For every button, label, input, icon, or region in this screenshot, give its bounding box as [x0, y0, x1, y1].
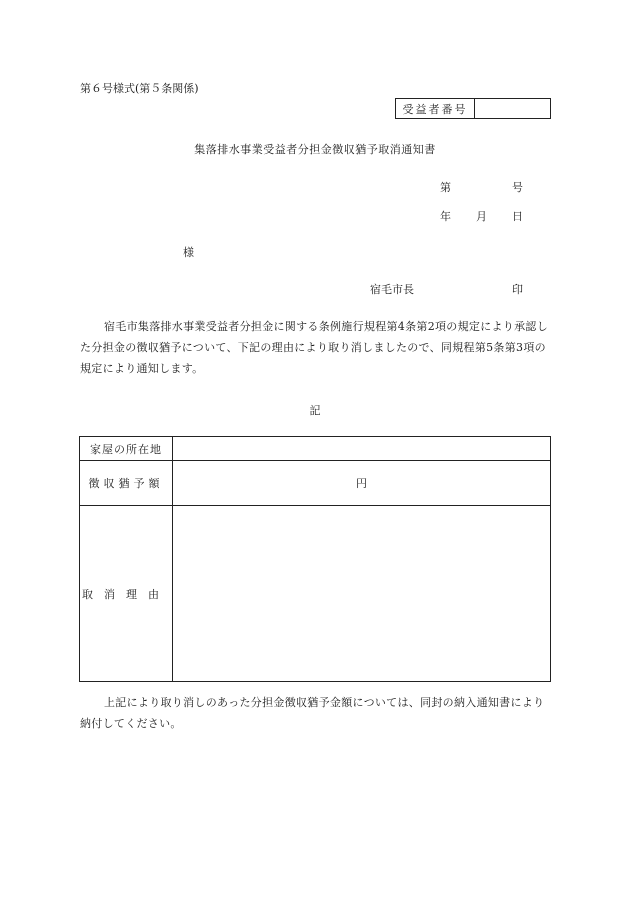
address-label: 家屋の所在地 [80, 437, 173, 461]
seal-mark: 印 [512, 283, 523, 296]
reason-label: 取消理由 [80, 506, 173, 682]
issuer-title: 宿毛市長 [370, 283, 414, 296]
date-year-label: 年 [440, 210, 451, 223]
address-value [173, 437, 551, 461]
table-row-amount [80, 461, 551, 506]
recipient-number-label: 受益者番号 [396, 99, 475, 118]
table-row-reason [80, 506, 551, 682]
form-number: 第６号様式(第５条関係) [80, 82, 199, 95]
document-title: 集落排水事業受益者分担金徴収猶予取消通知書 [194, 143, 436, 156]
amount-unit: 円 [173, 461, 551, 506]
date-month-label: 月 [476, 210, 487, 223]
footer-note: 上記により取り消しのあった分担金徴収猶予金額については、同封の納入通知書により納付してください。 [80, 696, 545, 730]
amount-label: 徴収猶予額 [80, 461, 173, 506]
reason-value [173, 506, 551, 682]
date-day-label: 日 [512, 210, 523, 223]
document-number-prefix: 第 [440, 181, 451, 194]
table-row-address [80, 437, 551, 461]
addressee-honorific: 様 [183, 246, 194, 259]
recipient-number-value [475, 99, 550, 118]
notice-details-table [79, 436, 551, 682]
document-number-suffix: 号 [512, 181, 523, 194]
ki-heading: 記 [309, 404, 321, 417]
notice-body-text: 宿毛市集落排水事業受益者分担金に関する条例施行規程第4条第2項の規定により承認した分担金の徴収猶予について、下記の理由により取り消しましたので、同規程第5条第3項の規定により通知します。 [80, 320, 548, 375]
recipient-number-box [395, 98, 551, 119]
